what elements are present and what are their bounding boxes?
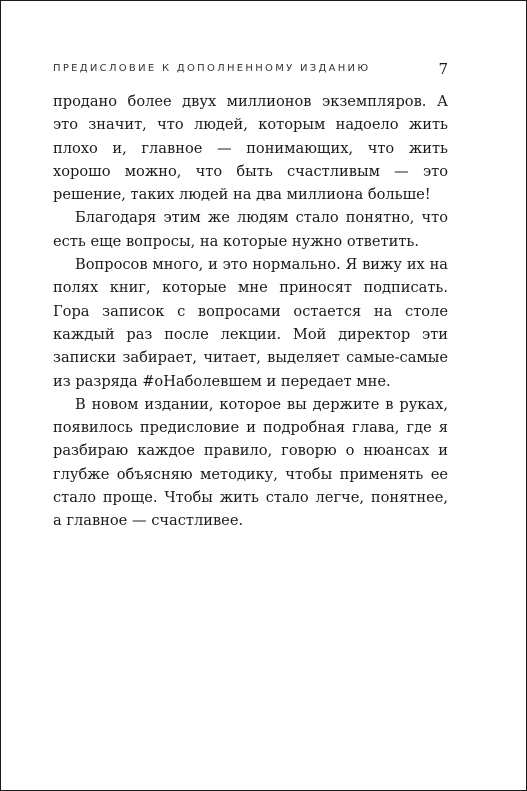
page-number: 7 <box>438 60 448 78</box>
body-text <box>53 90 448 533</box>
running-head <box>53 61 448 79</box>
paragraph: Благодаря этим же людям стало понятно, что есть еще вопросы, на которые нужно ответить. <box>53 209 448 250</box>
paragraph: Вопросов много, и это нормально. Я вижу их на полях книг, которые мне приносят подписать. Гора записок с вопросами остается на столе каждый раз после лекции. Мой директор эти записки забирает, читает, выделяет самые-самые из разряда #оНаболевшем и передает мне. <box>53 256 448 390</box>
paragraph: продано более двух миллионов экземпляров. А это значит, что людей, которым надоело жить плохо и, главное — понимающих, что жить хорошо можно, что быть счастливым — это решение, таких людей на два миллиона больше! <box>53 93 448 204</box>
running-head-title: ПРЕДИСЛОВИЕ К ДОПОЛНЕННОМУ ИЗДАНИЮ <box>53 63 371 74</box>
paragraph: В новом издании, которое вы держите в руках, появилось предисловие и подробная глава, где я разбираю каждое правило, говорю о нюансах и глубже объясняю методику, чтобы применять ее стало проще. Чтобы жить стало легче, понятнее, а главное — счастливее. <box>53 395 448 530</box>
